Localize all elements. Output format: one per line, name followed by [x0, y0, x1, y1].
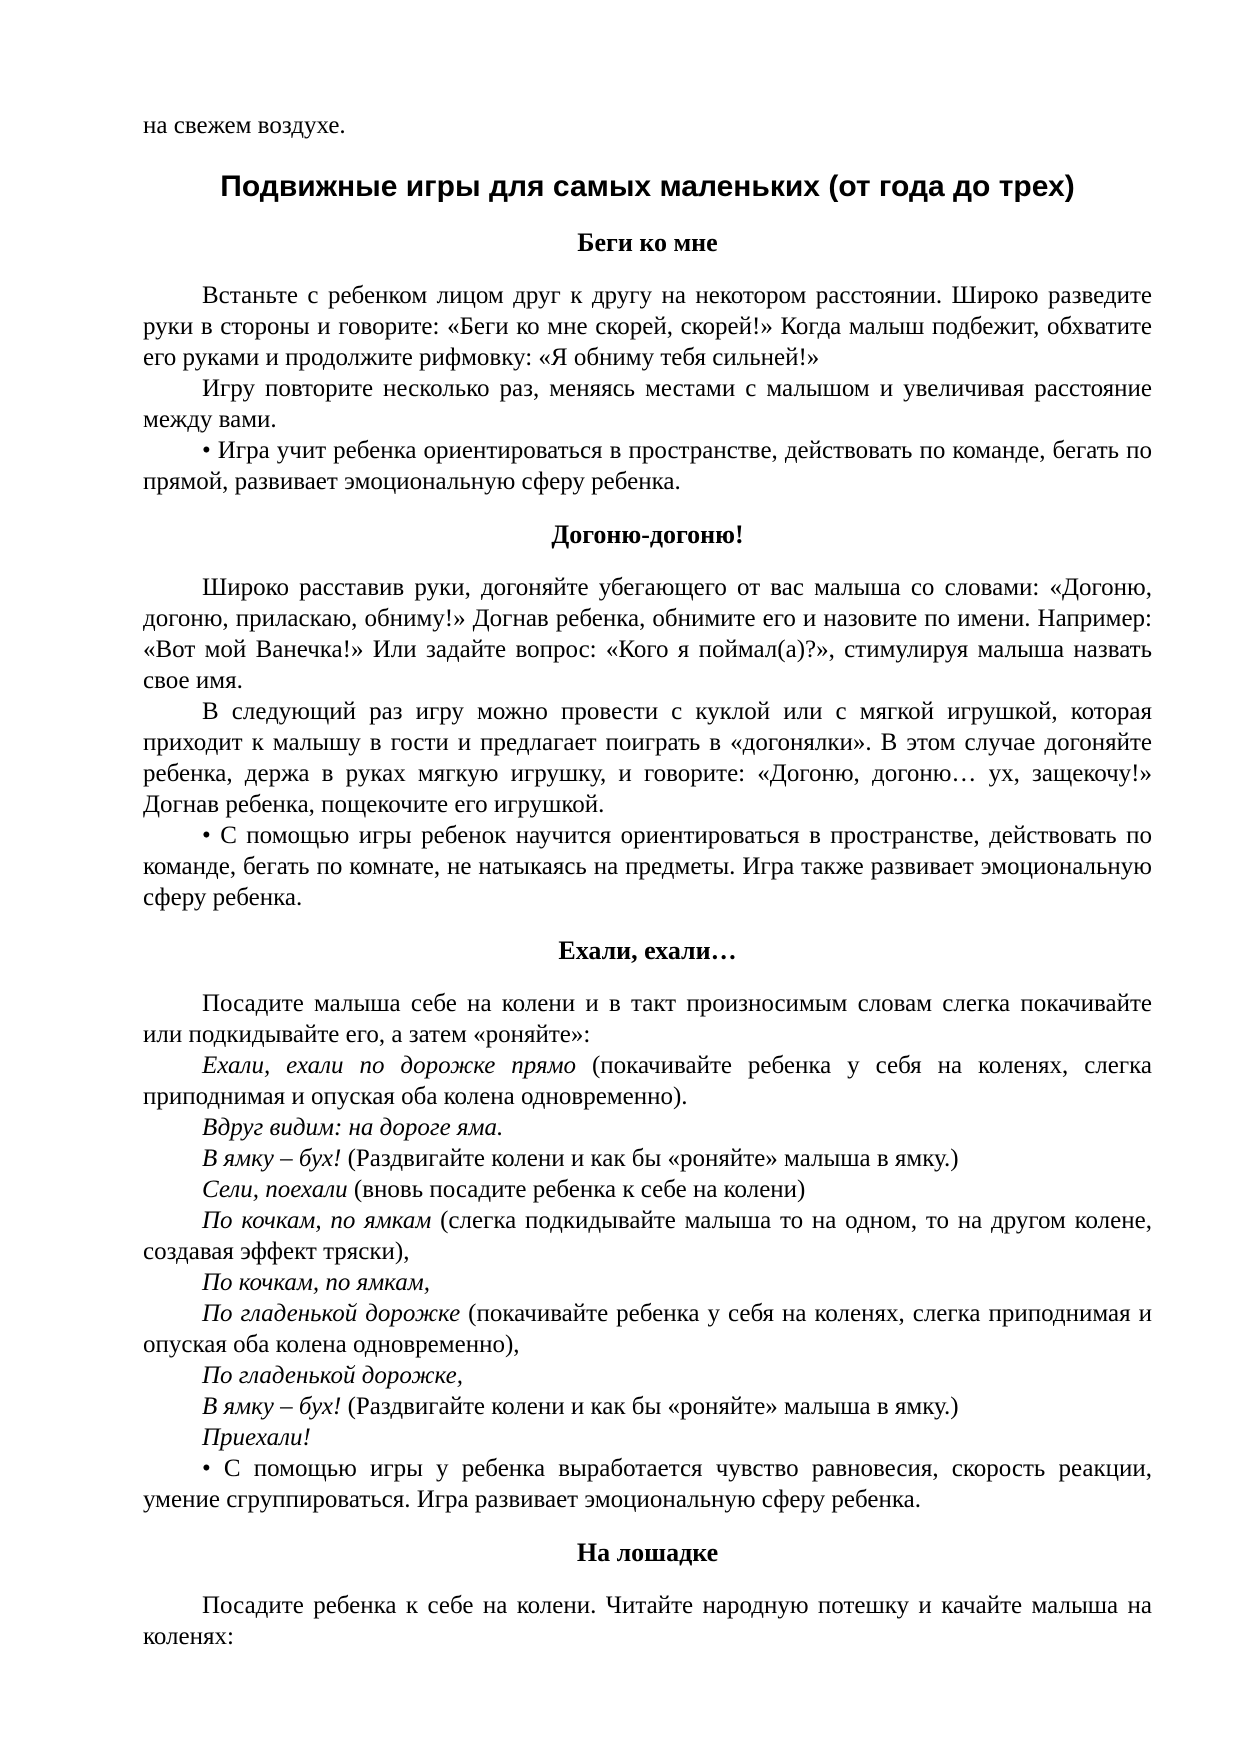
verse-text: Сели, поехали	[202, 1176, 348, 1203]
verse-text: В ямку – бух!	[202, 1145, 342, 1172]
body-text: В следующий раз игру можно провести с куклой или с мягкой игрушкой, которая приходит к малышу в гости и предлагает поиграть в «догонялки». В этом случае догоняйте ребенка, держа в руках мягкую игрушку, и говорите: «Догоню, догоню… ух, защекочу!» Догнав ребенка, пощекочите его игрушкой.	[143, 698, 1152, 818]
section-heading: На лошадке	[576, 1538, 719, 1567]
section-heading: Догоню-догоню!	[551, 520, 744, 549]
verse-text: По гладенькой дорожке,	[202, 1362, 463, 1389]
paragraph	[143, 696, 1152, 820]
verse-line	[143, 1050, 1152, 1112]
body-text: Широко расставив руки, догоняйте убегающего от вас малыша со словами: «Догоню, догоню, приласкаю, обниму!» Догнав ребенка, обнимите его и назовите по имени. Например: «Вот мой Ванечка!» Или задайте вопрос: «Кого я поймал(а)?», стимулируя малыша назвать свое имя.	[143, 574, 1152, 694]
verse-text: По гладенькой дорожке	[202, 1300, 461, 1327]
verse-line	[143, 1205, 1152, 1267]
paragraph	[143, 572, 1152, 696]
paragraph	[143, 988, 1152, 1050]
game-section	[143, 227, 1152, 497]
verse-line	[143, 1391, 1152, 1422]
intro-text: на свежем воздухе.	[143, 112, 346, 139]
verse-line	[143, 1267, 1152, 1298]
body-text: Посадите малыша себе на колени и в такт произносимым словам слегка покачивайте или подкидывайте его, а затем «роняйте»:	[143, 990, 1152, 1048]
paragraph	[143, 280, 1152, 373]
verse-text: По кочкам, по ямкам	[202, 1207, 432, 1234]
section-heading: Ехали, ехали…	[558, 936, 737, 965]
verse-line	[143, 1360, 1152, 1391]
paragraph	[143, 1590, 1152, 1652]
verse-text: Вдруг видим: на дороге яма.	[202, 1114, 504, 1141]
paragraph	[143, 1453, 1152, 1515]
verse-line	[143, 1422, 1152, 1453]
body-text: (Раздвигайте колени и как бы «роняйте» малыша в ямку.)	[341, 1145, 959, 1172]
verse-line	[143, 1143, 1152, 1174]
verse-text: По кочкам, по ямкам,	[202, 1269, 430, 1296]
body-text: Встаньте с ребенком лицом друг к другу на некотором расстоянии. Широко разведите руки в стороны и говорите: «Беги ко мне скорей, скорей!» Когда малыш подбежит, обхватите его руками и продолжите рифмовку: «Я обниму тебя сильней!»	[143, 282, 1152, 371]
verse-line	[143, 1112, 1152, 1143]
paragraph	[143, 373, 1152, 435]
verse-text: В ямку – бух!	[202, 1393, 342, 1420]
verse-line	[143, 1298, 1152, 1360]
game-section	[143, 935, 1152, 1515]
body-text: (Раздвигайте колени и как бы «роняйте» малыша в ямку.)	[341, 1393, 959, 1420]
body-text: (слегка подкидывайте малыша то на одном, то на другом колене, создавая эффект тряски),	[143, 1207, 1152, 1265]
verse-line	[143, 1174, 1152, 1205]
body-text: • С помощью игры ребенок научится ориентироваться в пространстве, действовать по команде, бегать по комнате, не натыкаясь на предметы. Игра также развивает эмоциональную сферу ребенка.	[143, 822, 1152, 911]
body-text: • С помощью игры у ребенка выработается чувство равновесия, скорость реакции, умение сгруппироваться. Игра развивает эмоциональную сферу ребенка.	[143, 1455, 1152, 1513]
paragraph	[143, 435, 1152, 497]
body-text: (покачивайте ребенка у себя на коленях, слегка приподнимая и опуская оба колена одновременно).	[143, 1052, 1152, 1110]
section-heading: Беги ко мне	[577, 228, 718, 257]
body-text: (покачивайте ребенка у себя на коленях, слегка приподнимая и опуская оба колена одновременно),	[143, 1300, 1153, 1358]
verse-text: Ехали, ехали по дорожке прямо	[202, 1052, 577, 1079]
body-text: Игру повторите несколько раз, меняясь местами с малышом и увеличивая расстояние между вами.	[143, 375, 1152, 433]
game-section	[143, 519, 1152, 913]
document-title: Подвижные игры для самых маленьких (от года до трех)	[220, 170, 1075, 203]
paragraph	[143, 820, 1152, 913]
game-section	[143, 1537, 1152, 1652]
body-text: (вновь посадите ребенка к себе на колени)	[347, 1176, 806, 1203]
sections-container	[143, 227, 1152, 1652]
verse-text: Приехали!	[202, 1424, 311, 1451]
body-text: • Игра учит ребенка ориентироваться в пространстве, действовать по команде, бегать по прямой, развивает эмоциональную сферу ребенка.	[143, 437, 1152, 495]
body-text: Посадите ребенка к себе на колени. Читайте народную потешку и качайте малыша на коленях:	[143, 1592, 1152, 1650]
